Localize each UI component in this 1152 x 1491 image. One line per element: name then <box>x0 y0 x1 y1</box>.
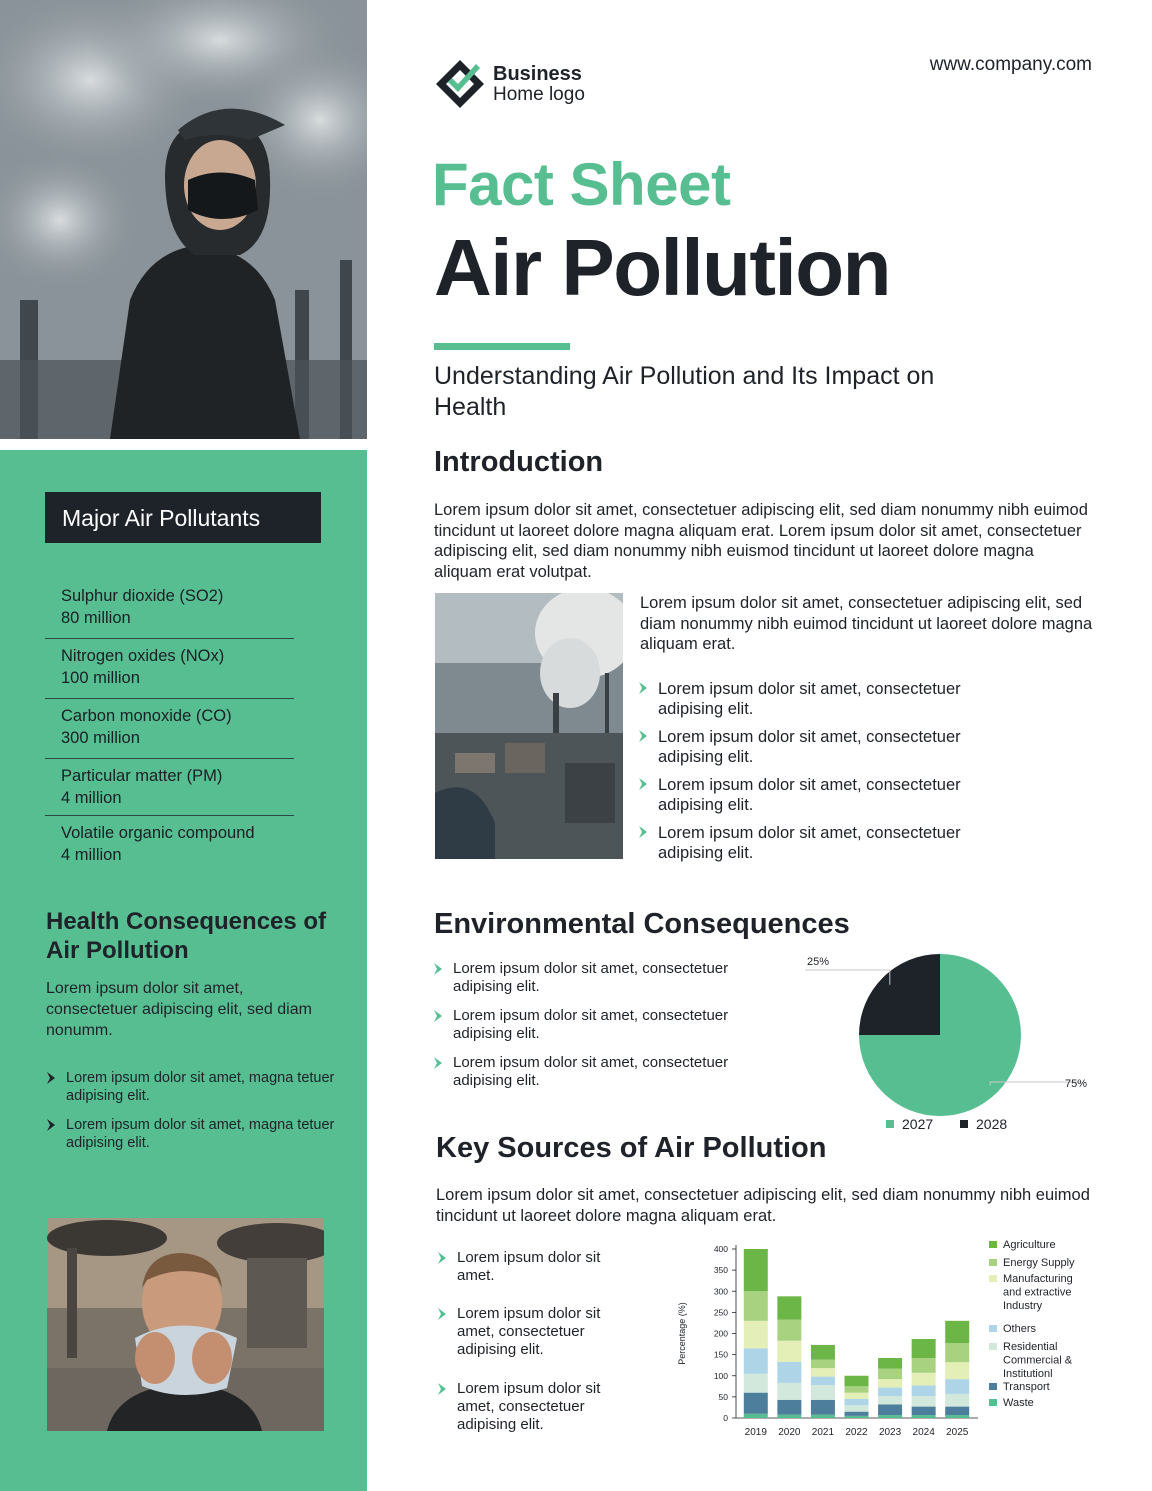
pie-legend-swatch <box>886 1120 894 1128</box>
page-title: Air Pollution <box>434 223 891 312</box>
y-tick-label: 150 <box>713 1349 728 1360</box>
x-tick-label: 2024 <box>912 1427 935 1438</box>
divider <box>45 698 294 699</box>
chevron-right-icon <box>638 826 648 838</box>
divider <box>45 638 294 639</box>
bar-segment <box>945 1362 969 1379</box>
bar-segment <box>945 1415 969 1418</box>
bar-segment <box>845 1399 869 1405</box>
bar-segment <box>912 1358 936 1373</box>
introduction-bullet: Lorem ipsum dolor sit amet, consectetuer adipising elit. <box>638 775 1008 815</box>
pollutant-value: 4 million <box>61 846 122 864</box>
bar-segment <box>777 1383 801 1400</box>
pollutant-value: 4 million <box>61 789 122 807</box>
bar-segment <box>845 1416 869 1418</box>
pollutant-name: Particular matter (PM) <box>61 767 223 785</box>
pie-value-label: 25% <box>807 956 830 968</box>
pie-chart <box>790 940 1100 1145</box>
pollutants-heading: Major Air Pollutants <box>45 492 321 543</box>
pollutant-item <box>61 585 294 629</box>
man-photo-illustration <box>47 1218 324 1431</box>
bar-segment <box>878 1358 902 1369</box>
bar-segment <box>744 1414 768 1418</box>
bar-segment <box>912 1385 936 1396</box>
environmental-heading: Environmental Consequences <box>434 908 850 940</box>
bar-legend-swatch <box>989 1399 997 1406</box>
pollutant-value: 80 million <box>61 609 131 627</box>
bar-segment <box>777 1341 801 1362</box>
bar-segment <box>912 1396 936 1407</box>
bar-legend-label: Agriculture <box>1003 1239 1056 1251</box>
key-sources-bullet: Lorem ipsum dolor sit amet, consectetuer adipising elit. <box>437 1305 637 1359</box>
bar-legend-swatch <box>989 1259 997 1266</box>
y-tick-label: 400 <box>713 1244 728 1254</box>
stacked-bar-chart <box>670 1235 1095 1445</box>
pollutant-value: 100 million <box>61 669 140 687</box>
bar-legend-label: Waste <box>1003 1397 1034 1409</box>
bar-segment <box>845 1393 869 1399</box>
health-consequences-heading: Health Consequences of Air Pollution <box>46 908 327 964</box>
pie-slice-2028 <box>859 954 940 1035</box>
bar-segment <box>912 1373 936 1386</box>
chevron-right-icon <box>437 1252 447 1264</box>
business-logo-icon <box>434 58 486 110</box>
introduction-bullet: Lorem ipsum dolor sit amet, consectetuer adipising elit. <box>638 727 1008 767</box>
pollutant-name: Nitrogen oxides (NOx) <box>61 647 225 665</box>
pie-legend-label: 2027 <box>902 1116 934 1132</box>
pie-legend-label: 2028 <box>976 1116 1008 1132</box>
bar-segment <box>744 1249 768 1291</box>
bar-segment <box>811 1345 835 1360</box>
bar-segment <box>878 1415 902 1418</box>
bar-segment <box>945 1407 969 1415</box>
y-tick-label: 200 <box>713 1328 728 1339</box>
bar-segment <box>912 1407 936 1415</box>
environmental-bullet: Lorem ipsum dolor sit amet, consectetuer adipising elit. <box>433 1054 773 1090</box>
y-tick-label: 0 <box>723 1413 728 1423</box>
y-axis-label: Percentage (%) <box>677 1302 687 1365</box>
introduction-bullet: Lorem ipsum dolor sit amet, consectetuer adipising elit. <box>638 679 1008 719</box>
bar-segment <box>878 1369 902 1380</box>
y-tick-label: 350 <box>713 1265 728 1276</box>
introduction-heading: Introduction <box>434 446 604 478</box>
chevron-right-icon <box>433 1057 443 1069</box>
chevron-right-icon <box>433 1010 443 1022</box>
bar-segment <box>744 1393 768 1414</box>
pie-leader-line <box>805 970 890 985</box>
bar-legend-swatch <box>989 1275 997 1282</box>
hero-photo-illustration <box>0 0 367 439</box>
bar-segment <box>811 1385 835 1400</box>
chevron-right-icon <box>437 1308 447 1320</box>
health-bullet: Lorem ipsum dolor sit amet, magna tetuer adipising elit. <box>46 1116 336 1152</box>
y-tick-label: 50 <box>718 1391 728 1402</box>
bar-segment <box>912 1339 936 1358</box>
bar-segment <box>845 1405 869 1411</box>
website-link[interactable]: www.company.com <box>929 54 1092 75</box>
bar-segment <box>744 1348 768 1373</box>
bar-segment <box>777 1415 801 1418</box>
x-tick-label: 2021 <box>811 1427 835 1438</box>
bar-segment <box>777 1320 801 1341</box>
bar-segment <box>811 1400 835 1415</box>
divider <box>45 758 294 759</box>
pollutant-item <box>61 822 294 866</box>
bar-segment <box>777 1362 801 1383</box>
bar-segment <box>744 1374 768 1393</box>
bar-segment <box>744 1291 768 1321</box>
bar-legend-swatch <box>989 1325 997 1332</box>
industrial-city-photo <box>435 593 623 859</box>
bar-segment <box>811 1415 835 1418</box>
key-sources-heading: Key Sources of Air Pollution <box>436 1132 827 1164</box>
man-covering-face-photo <box>47 1218 324 1431</box>
pollutant-item <box>61 765 294 809</box>
bar-segment <box>845 1376 869 1387</box>
chevron-right-icon <box>433 963 443 975</box>
introduction-paragraph: Lorem ipsum dolor sit amet, consectetuer adipiscing elit, sed diam nonummy nibh euimod tincidunt ut laoreet dolore magna aliquam erat. Lorem ipsum dolor sit amet, consectetuer adipiscing elit, sed diam nonummy nibh euismod tincidunt ut laoreet dolore magna aliquam erat volutpat. <box>434 501 1088 581</box>
pollutant-name: Sulphur dioxide (SO2) <box>61 587 224 605</box>
bar-legend-label: Residential Commercial & Institutionl <box>1003 1341 1073 1380</box>
key-sources-paragraph: Lorem ipsum dolor sit amet, consectetuer adipiscing elit, sed diam nonummy nibh euimod tincidunt ut laoreet dolore magna aliquam erat. <box>436 1186 1090 1225</box>
health-bullet: Lorem ipsum dolor sit amet, magna tetuer adipising elit. <box>46 1069 336 1105</box>
pie-legend-swatch <box>960 1120 968 1128</box>
introduction-side-paragraph: Lorem ipsum dolor sit amet, consectetuer adipiscing elit, sed diam nonummy nibh euimod tincidunt ut laoreet dolore magna aliquam erat. <box>640 594 1093 653</box>
hero-photo-woman-mask <box>0 0 367 439</box>
divider <box>45 815 294 816</box>
bar-segment <box>945 1394 969 1407</box>
y-tick-label: 300 <box>713 1286 728 1297</box>
bar-segment <box>912 1415 936 1418</box>
health-consequences-text: Lorem ipsum dolor sit amet, consectetuer adipiscing elit, sed diam nonumm. <box>46 980 312 1039</box>
bar-segment <box>811 1360 835 1368</box>
x-tick-label: 2023 <box>878 1427 902 1438</box>
logo-text-business: Business <box>493 63 582 85</box>
bar-legend-label: Others <box>1003 1323 1037 1335</box>
pollutant-item <box>61 705 294 749</box>
fact-sheet-kicker: Fact Sheet <box>432 151 731 218</box>
x-tick-label: 2020 <box>778 1427 801 1438</box>
bar-segment <box>777 1296 801 1319</box>
key-sources-bullet: Lorem ipsum dolor sit amet. <box>437 1249 637 1285</box>
bar-segment <box>878 1388 902 1396</box>
bar-segment <box>945 1343 969 1362</box>
x-tick-label: 2022 <box>845 1427 868 1438</box>
accent-divider <box>434 343 570 350</box>
bar-segment <box>777 1400 801 1415</box>
bar-segment <box>811 1377 835 1385</box>
bar-legend-label: Transport <box>1003 1381 1050 1393</box>
chevron-right-icon <box>638 730 648 742</box>
y-tick-label: 100 <box>713 1370 728 1381</box>
x-tick-label: 2019 <box>744 1427 767 1438</box>
bar-segment <box>744 1321 768 1348</box>
environmental-bullet: Lorem ipsum dolor sit amet, consectetuer adipising elit. <box>433 1007 773 1043</box>
pie-value-label: 75% <box>1064 1078 1087 1090</box>
pollutant-name: Volatile organic compound <box>61 824 255 842</box>
chevron-right-icon <box>437 1383 447 1395</box>
bar-legend-swatch <box>989 1383 997 1390</box>
logo-text-home: Home logo <box>493 84 585 105</box>
bar-legend-swatch <box>989 1343 997 1350</box>
bar-segment <box>845 1386 869 1392</box>
bar-segment <box>945 1379 969 1394</box>
bar-legend-swatch <box>989 1241 997 1248</box>
city-photo-illustration <box>435 593 623 859</box>
pollutant-name: Carbon monoxide (CO) <box>61 707 232 725</box>
chevron-right-icon <box>638 778 648 790</box>
environmental-bullet: Lorem ipsum dolor sit amet, consectetuer adipising elit. <box>433 960 773 996</box>
pollutant-item <box>61 645 294 689</box>
chevron-right-icon <box>46 1072 56 1084</box>
bar-legend-label: Manufacturing and extractive Industry <box>1003 1273 1073 1312</box>
pollutant-value: 300 million <box>61 729 140 747</box>
bar-legend-label: Energy Supply <box>1003 1257 1075 1269</box>
bar-segment <box>878 1404 902 1415</box>
page-subtitle: Understanding Air Pollution and Its Impact on Health <box>434 362 935 421</box>
key-sources-bullet: Lorem ipsum dolor sit amet, consectetuer adipising elit. <box>437 1380 637 1434</box>
bar-segment <box>845 1412 869 1416</box>
y-tick-label: 250 <box>713 1307 728 1318</box>
introduction-bullet: Lorem ipsum dolor sit amet, consectetuer adipising elit. <box>638 823 1008 863</box>
x-tick-label: 2025 <box>946 1427 969 1438</box>
chevron-right-icon <box>46 1119 56 1131</box>
bar-segment <box>945 1321 969 1343</box>
chevron-right-icon <box>638 682 648 694</box>
bar-segment <box>811 1368 835 1376</box>
bar-segment <box>878 1379 902 1387</box>
bar-segment <box>878 1396 902 1404</box>
